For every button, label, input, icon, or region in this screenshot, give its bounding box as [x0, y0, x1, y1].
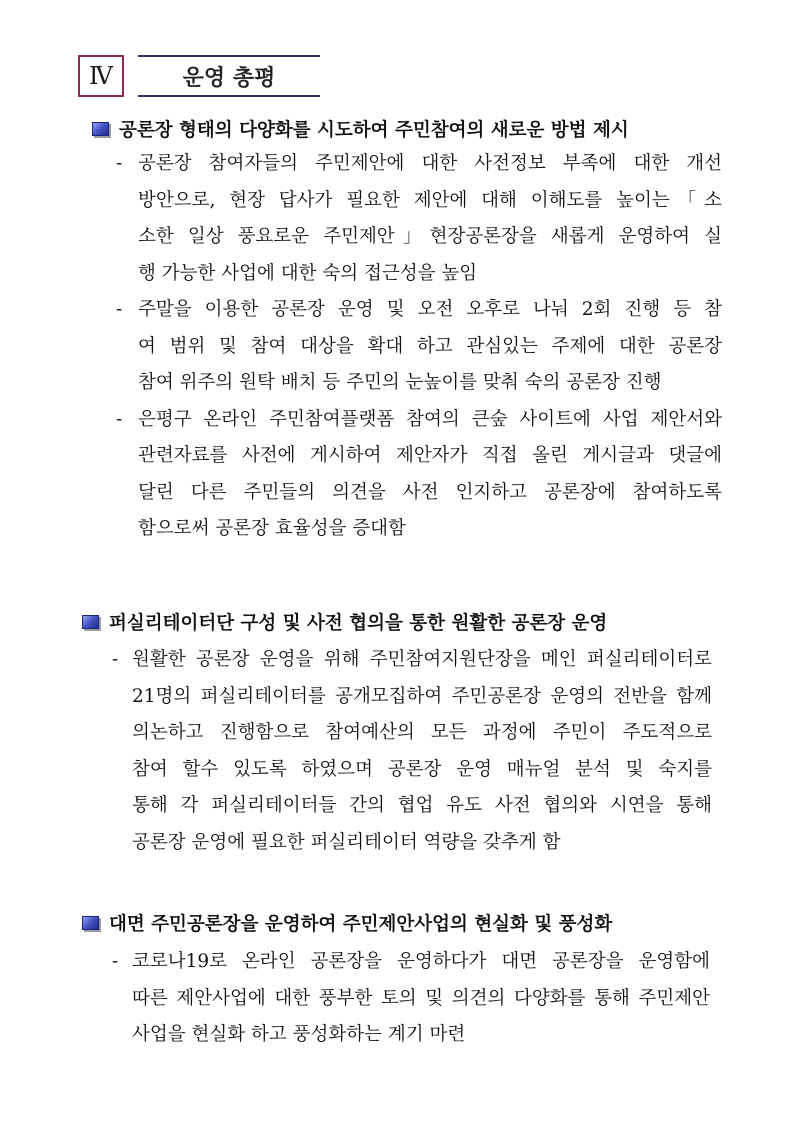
chapter-title: 운영 총평 — [138, 55, 320, 97]
bullet-line: 의논하고 진행함으로 참여예산의 모든 과정에 주민이 주도적으로 — [132, 722, 712, 743]
bullet-line: 여 범위 및 참여 대상을 확대 하고 관심있는 주제에 대한 공론장 — [138, 335, 722, 357]
section-heading-2 — [82, 609, 607, 635]
chapter-header — [78, 55, 321, 99]
bullet-line: 함으로써 공론장 효율성을 증대함 — [138, 518, 406, 539]
square-bullet-icon — [92, 122, 109, 136]
bullet-item: - 공론장 참여자들의 주민제안에 대한 사전정보 부족에 대한 개선 방안으로, 현장 답사가 필요한 제안에 대해 이해도를 높이는「소 소한 일상 풍요로운 주민제안」현장공론장을 새롭게 운영하여 실 행 가능한 사업에 대한 숙의 접근성을 높임 — [116, 146, 722, 292]
bullet-line: 공론장 참여자들의 주민제안에 대한 사전정보 부족에 대한 개선 — [138, 153, 722, 174]
chapter-number: Ⅳ — [78, 55, 124, 97]
bullet-line: 관련자료를 사전에 게시하여 제안자가 직접 올린 게시글과 댓글에 — [138, 445, 722, 466]
bullet-line: 참여 위주의 원탁 배치 등 주민의 눈높이를 맞춰 숙의 공론장 진행 — [138, 372, 662, 393]
section-3-bullets — [112, 944, 710, 1054]
bullet-line: 은평구 온라인 주민참여플랫폼 참여의 큰숲 사이트에 사업 제안서와 — [138, 408, 722, 430]
bullet-line: 사업을 현실화 하고 풍성화하는 계기 마련 — [132, 1024, 466, 1045]
section-2-bullets — [112, 642, 712, 861]
section-heading-1 — [92, 116, 629, 142]
bullet-line: 21명의 퍼실리테이터를 공개모집하여 주민공론장 운영의 전반을 함께 — [132, 685, 712, 707]
bullet-line: 공론장 운영에 필요한 퍼실리테이터 역량을 갖추게 함 — [132, 831, 561, 853]
section-1-bullets — [116, 146, 722, 548]
bullet-line: 달린 다른 주민들의 의견을 사전 인지하고 공론장에 참여하도록 — [138, 481, 722, 503]
bullet-line: 코로나19로 온라인 공론장을 운영하다가 대면 공론장을 운영함에 — [132, 951, 710, 972]
section-heading-text: 대면 주민공론장을 운영하여 주민제안사업의 현실화 및 풍성화 — [109, 914, 613, 935]
bullet-item: - 주말을 이용한 공론장 운영 및 오전 오후로 나눠 2회 진행 등 참 여 범위 및 참여 대상을 확대 하고 관심있는 주제에 대한 공론장 참여 위주의 원탁 배치 등 주민의 눈높이를 맞춰 숙의 공론장 진행 — [116, 292, 722, 402]
bullet-line: 행 가능한 사업에 대한 숙의 접근성을 높임 — [138, 262, 478, 284]
bullet-line: 방안으로, 현장 답사가 필요한 제안에 대해 이해도를 높이는「소 — [138, 189, 722, 211]
bullet-item: - 원활한 공론장 운영을 위해 주민참여지원단장을 메인 퍼실리테이터로 21명의 퍼실리테이터를 공개모집하여 주민공론장 운영의 전반을 함께 의논하고 진행함으로 참여예산의 모든 과정에 주민이 주도적으로 참여 할수 있도록 하였으며 공론장 운영 매뉴얼 분석 및 숙지를 통해 각 퍼실리테이터들 간의 협업 유도 사전 협의와 시연을 통해 공론장 운영에 필요한 퍼실리테이터 역량을 갖추게 함 — [112, 642, 712, 861]
section-heading-text: 공론장 형태의 다양화를 시도하여 주민참여의 새로운 방법 제시 — [119, 120, 629, 141]
section-heading-3 — [82, 910, 612, 936]
bullet-line: 주말을 이용한 공론장 운영 및 오전 오후로 나눠 2회 진행 등 참 — [138, 299, 722, 320]
bullet-line: 따른 제안사업에 대한 풍부한 토의 및 의견의 다양화를 통해 주민제안 — [132, 987, 710, 1009]
bullet-item: - 은평구 온라인 주민참여플랫폼 참여의 큰숲 사이트에 사업 제안서와 관련자료를 사전에 게시하여 제안자가 직접 올린 게시글과 댓글에 달린 다른 주민들의 의견을 사전 인지하고 공론장에 참여하도록 함으로써 공론장 효율성을 증대함 — [116, 402, 722, 548]
bullet-line: 원활한 공론장 운영을 위해 주민참여지원단장을 메인 퍼실리테이터로 — [132, 649, 712, 670]
bullet-line: 통해 각 퍼실리테이터들 간의 협업 유도 사전 협의와 시연을 통해 — [132, 795, 712, 816]
section-heading-text: 퍼실리테이터단 구성 및 사전 협의을 통한 원활한 공론장 운영 — [109, 613, 608, 634]
square-bullet-icon — [82, 615, 99, 629]
bullet-line: 참여 할수 있도록 하였으며 공론장 운영 매뉴얼 분석 및 숙지를 — [132, 758, 712, 780]
bullet-item: - 코로나19로 온라인 공론장을 운영하다가 대면 공론장을 운영함에 따른 제안사업에 대한 풍부한 토의 및 의견의 다양화를 통해 주민제안 사업을 현실화 하고 풍성화하는 계기 마련 — [112, 944, 710, 1054]
bullet-line: 소한 일상 풍요로운 주민제안」현장공론장을 새롭게 운영하여 실 — [138, 226, 722, 247]
square-bullet-icon — [82, 916, 99, 930]
